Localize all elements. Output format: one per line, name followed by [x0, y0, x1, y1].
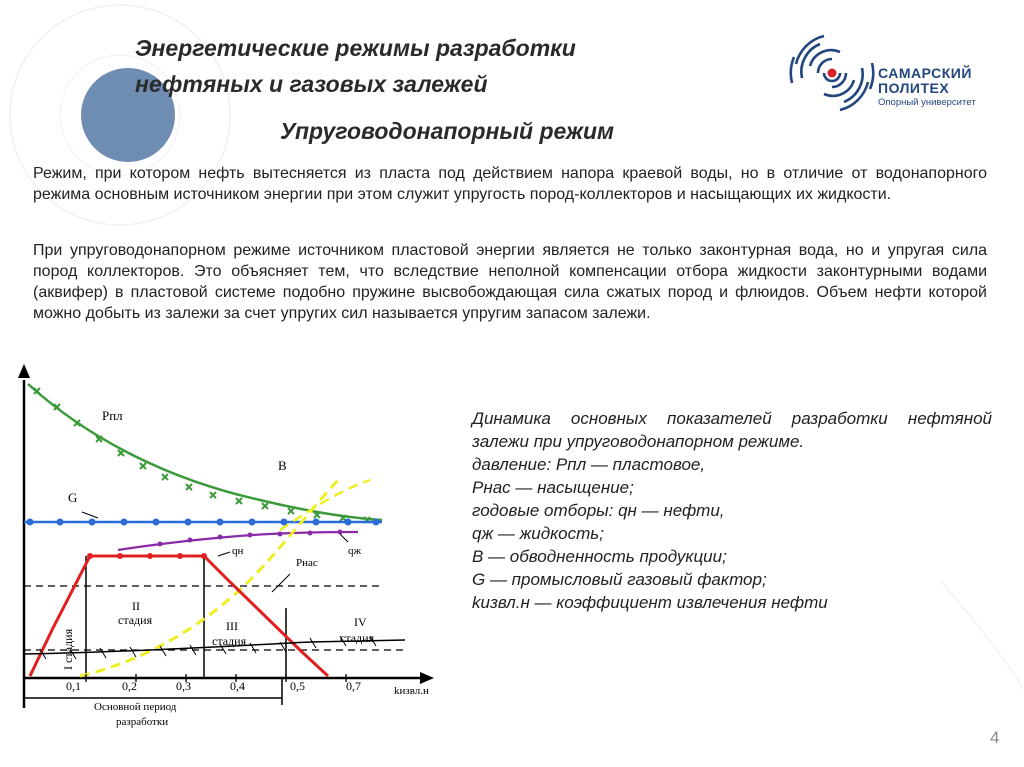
stage-3-roman: III — [226, 619, 238, 633]
x-axis-arrow — [420, 672, 434, 684]
stage-3-word: стадия — [212, 634, 247, 648]
qzh-pointer — [340, 534, 348, 542]
stage-1-label: I стадия — [61, 628, 75, 670]
stage-2-word: стадия — [118, 613, 153, 627]
page-number: 4 — [990, 728, 1000, 747]
page-subtitle: Упруговодонапорный режим — [280, 118, 615, 144]
x-tick-label-6: 0,7 — [346, 679, 361, 693]
legend-item-g: G — промысловый газовый фактор; — [472, 570, 767, 589]
label-p-pl: Рпл — [102, 408, 123, 423]
x-tick-label-1: 0,1 — [66, 679, 81, 693]
x-tick-label-5: 0,5 — [290, 679, 305, 693]
x-tick-label-3: 0,3 — [176, 679, 191, 693]
diagram-legend — [472, 407, 992, 614]
page-title — [135, 30, 576, 102]
title-line-1: Энергетические режимы разработки — [135, 35, 576, 61]
paragraph-explanation: При упруговодонапорном режиме источником пластовой энергии является не только законтурная вода, но и упругая сила пород коллекторов. Это объясняет тем, что вследствие неполной компенсации отбора жидкости законтурными водами (аквифер) в пластовой системе подобно пружине высвобождающая сила сжатых пород и флюидов. Объем нефти которой можно добыть из залежи за счет упругих сил называется упругим запасом залежи. — [33, 242, 987, 322]
period-label-1: Основной период — [94, 701, 177, 713]
stage-2-roman: II — [132, 599, 140, 613]
label-g: G — [68, 490, 78, 505]
stage-4-roman: IV — [354, 615, 367, 629]
period-label-2: разработки — [116, 716, 169, 728]
legend-item-b: В — обводненность продукции; — [472, 547, 727, 566]
x-tick-label-4: 0,4 — [230, 679, 245, 693]
logo-text-samara: САМАРСКИЙ — [878, 65, 972, 81]
paragraph-definition: Режим, при котором нефть вытесняется из пласта под действием напора краевой воды, но в отличие от водонапорного режима основным источником энергии при этом служит упругость пород-коллекторов и насыщающих их жидкости. — [33, 165, 987, 203]
x-axis-label: kизвл.н — [394, 685, 429, 697]
logo-text-tagline: Опорный университет — [878, 97, 976, 108]
pnas-pointer — [272, 574, 290, 592]
stage-4-word: стадия — [340, 631, 375, 645]
legend-item-p-nas: Рнас — насыщение; — [472, 478, 634, 497]
legend-item-k: kизвл.н — коэффициент извлечения нефти — [472, 593, 828, 612]
label-q-zh: qж — [348, 545, 362, 557]
legend-item-q-zh: qж — жидкость; — [472, 524, 604, 543]
x-tick-label-2: 0,2 — [122, 679, 137, 693]
legend-caption: Динамика основных показателей разработки нефтяной залежи при упруговодонапорном режиме. — [472, 409, 992, 451]
curve-p-pl-markers — [34, 388, 370, 523]
legend-item-p-pl: давление: Рпл — пластовое, — [472, 455, 706, 474]
y-axis-arrow — [18, 364, 30, 378]
legend-item-q-n: годовые отборы: qн — нефти, — [472, 501, 725, 520]
label-b: В — [278, 458, 287, 473]
development-dynamics-diagram — [10, 360, 450, 750]
title-line-2: нефтяных и газовых залежей — [135, 71, 488, 97]
qn-pointer — [218, 552, 230, 556]
label-p-nas: Рнас — [296, 557, 318, 569]
g-pointer — [82, 512, 98, 518]
logo-text-polytech: ПОЛИТЕХ — [878, 80, 950, 96]
label-q-n: qн — [232, 545, 244, 557]
